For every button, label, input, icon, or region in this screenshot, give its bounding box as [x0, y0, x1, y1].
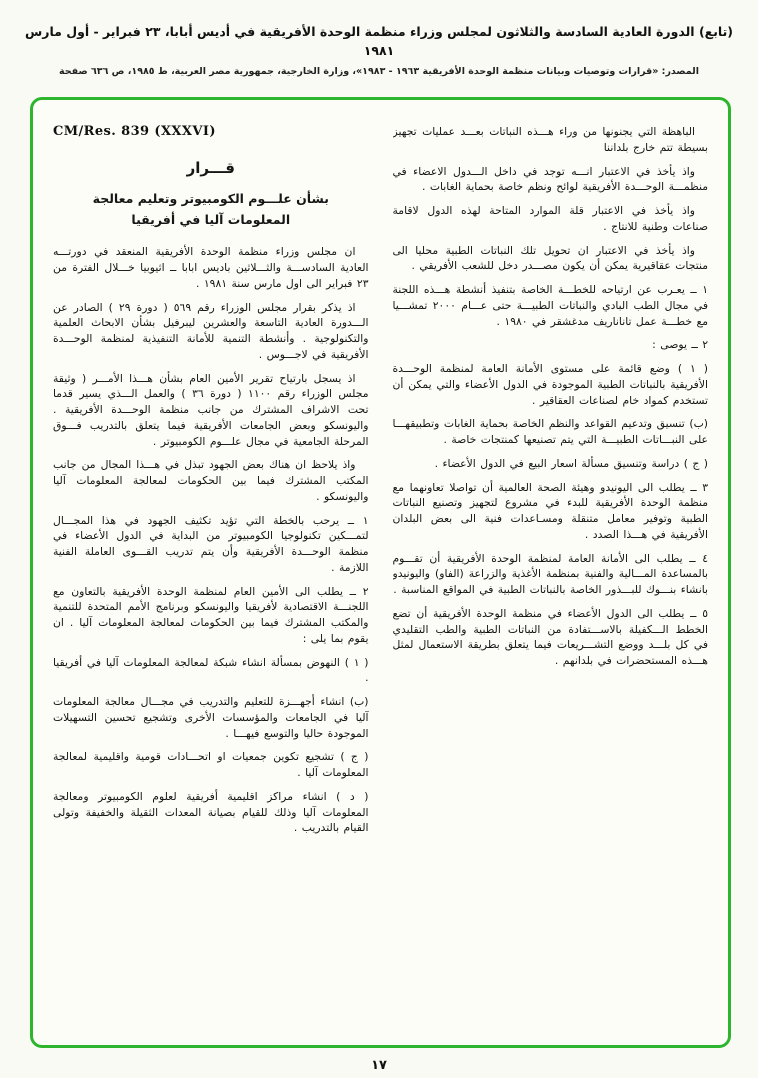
clause-paragraph: ١ ــ يرحب بالخطة التي تؤيد تكثيف الجهود في هذا المجـــال لتمـــكين تكنولوجيا الكومبيوتر من البداية في الدول الأعضاء في منظمة الوحـــدة الأفريقية وأن يتم تدريب القـــوى العاملة الفنية اللازمة . [53, 513, 369, 574]
body-paragraph: واذ يأخذ في الاعتبار قلة الموارد المتاحة لهذه الدول لاقامة صناعات وطنية للانتاج . [392, 204, 708, 233]
body-paragraph: اذ يذكر بقرار مجلس الوزراء رقم ٥٦٩ ( دورة ٢٩ ) الصادر عن الـــدورة العادية التاسعة والعشرين ليبرفيل بشأن الابحاث العلمية والتكنولوجية . وأنشطة التنمية للأمانة التنفيذية لمنظمة الوحـــدة الأفريقية في لاجـــوس . [53, 300, 369, 361]
right-column [393, 124, 709, 1031]
body-paragraph: واذ يأخذ في الاعتبار ان تحويل تلك النباتات الطبية محليا الى منتجات عقاقيرية يمكن أن يكون مصـــدر دخل للشعب الأفريقي . [392, 243, 708, 273]
resolution-subtitle-line2: المعلومات آليا في أفريقيا [131, 211, 291, 227]
page-header [14, 22, 744, 77]
resolution-title: قـــرار [186, 159, 235, 177]
sub-clause-paragraph: ( ١ ) النهوض بمسألة انشاء شبكة لمعالجة المعلومات آليا في أفريقيا . [53, 655, 369, 685]
body-paragraph: واذ يلاحظ ان هناك بعض الجهود تبذل في هـــذا المجال من جانب المكتب المشترك فيما بين الحكومات لمعالجة المعلومات آليا واليونسكو . [53, 458, 369, 503]
left-column [53, 124, 369, 1031]
clause-paragraph: ٤ ــ يطلب الى الأمانة العامة لمنظمة الوحدة الأفريقية أن تقـــوم بالمساعدة المـــالية والفنية بمنظمة الأغذية والزراعة (الفاو) واليونيدو بانشاء بنـــوك للبـــذور الخاصة بالنباتات الطبية في المواقع المناسبة . [392, 551, 708, 596]
clause-paragraph: ٣ ــ يطلب الى اليونيدو وهيئة الصحة العالمية أن تواصلا تعاونهما مع منظمة الوحدة الأفريقية للبدء في مشروع لتجهيز وتصنيع النباتات الطبية وتوفير معامل متنقلة ومسـاعدات فنية الى بعض البلدان الأفريقية في هـــذا الصدد . [392, 480, 708, 541]
clause-paragraph: ٢ ــ يطلب الى الأمين العام لمنظمة الوحدة الأفريقية بالتعاون مع اللجنـــة الاقتصادية لأفريقيا واليونسكو وبرنامج الأمم المتحدة للتنمية والمكتب المشترك فيما بين الحكومات لمعالجة المعلومات آليا . ان يقوم بما يلى : [53, 584, 369, 645]
sub-clause-paragraph: (ب) تنسيق وتدعيم القواعد والنظم الخاصة بحماية الغابات وتطبيقهـــا على النبـــاتات الطبيـــة التي يتم تصنيعها كمنتجات خاصة . [392, 417, 708, 446]
resolution-subtitle-line1: بشأن علـــوم الكومبيوتر وتعليم معالجة [92, 191, 329, 206]
resolution-code: CM/Res. 839 (XXXVI) [53, 124, 216, 139]
sub-clause-paragraph: (ب) انشاء أجهـــزة للتعليم والتدريب في مجـــال معالجة المعلومات آليا في الجامعات والمؤسسات الأخرى وتشجيع تحسين التسهيلات الموجودة حاليا والتوسع فيهـــا . [53, 695, 369, 740]
header-source-note: المصدر: «قرارات وتوصيات وبيانات منظمة الوحدة الأفريقية ١٩٦٣ - ١٩٨٣»، وزارة الخارجية، جمهورية مصر العربية، ط ١٩٨٥، ص ٦٣٦ صفحة [59, 65, 699, 77]
document-frame [30, 97, 731, 1048]
page-number: ١٧ [371, 1058, 387, 1073]
sub-clause-paragraph: ( ١ ) وضع قائمة على مستوى الأمانة العامة لمنظمة الوحـــدة الأفريقية بالنباتات الطبية الموجودة في الدول الأعضاء والتي يمكن أن تستخدم كمواد خام لصناعات العقاقير . [392, 362, 708, 407]
clause-paragraph: ٢ ــ يوصى : [652, 338, 708, 352]
sub-clause-paragraph: ( ج ) دراسة وتنسيق مسألة اسعار البيع في الدول الأعضاء . [434, 456, 708, 470]
sub-clause-paragraph: ( ج ) تشجيع تكوين جمعيات او اتحـــادات قومية واقليمية لمعالجة المعلومات آليا . [53, 750, 369, 779]
body-paragraph: واذ يأخذ في الاعتبار انـــه توجد في داخل الـــدول الاعضاء في منظمـــة الوحـــدة الأفريقية لوائح ونظم خاصة بحماية الغابات . [392, 164, 708, 194]
clause-paragraph: ١ ــ يعـرب عن ارتياحه للخطـــة الخاصة بتنفيذ أنشطة هـــذه اللجنة في مجال الطب البادي والنباتات الطبيـــة حتى عـــام ٢٠٠٠ تمشـــيا مع خطـــة عمل تاناناريف مدغشقر في ١٩٨٠ . [392, 283, 708, 328]
clause-paragraph: ٥ ــ يطلب الى الدول الأعضاء في منظمة الوحدة الأفريقية أن تضع الخطط الـــكفيلة بالاســـتفادة من النباتات الطبية والطب التقليدي في كل بلـــد ووضع التشـــريعات فيما يتعلق بطريقة الاستعمال لمثل هـــذه المستحضرات في بلدانهم . [392, 606, 708, 667]
sub-clause-paragraph: ( د ) انشاء مراكز اقليمية أفريقية لعلوم الكومبيوتر ومعالجة المعلومات آليا وذلك للقيام بصيانة المعدات الثقيلة والخفيفة وتولى القيام بالتدريب . [53, 789, 369, 835]
header-session-title: (تابع) الدورة العادية السادسة والثلاثون لمجلس وزراء منظمة الوحدة الأفريقية في أديس أبابا، ٢٣ فبراير - أول مارس ١٩٨١ [25, 24, 733, 59]
body-paragraph: ان مجلس وزراء منظمة الوحدة الأفريقية المنعقد في دورتـــه العادية السادســـة والثـــلاثين باديس ابابا ــ اثيوبيا خـــلال الفترة من ٢٣ فبراير الى اول مارس سنة ١٩٨١ . [53, 245, 369, 290]
body-paragraph: الباهظة التي يجنونها من وراء هـــذه النباتات بعـــد عمليات تجهيز بسيطة تتم خارج بلداننا [392, 125, 708, 154]
two-column-layout [53, 124, 708, 1031]
body-paragraph: اذ يسجل بارتياح تقرير الأمين العام بشأن هـــذا الأمـــر ( وثيقة مجلس الوزراء رقم ١١٠٠ ( دورة ٣٦ ) والعمل الـــذي يسير قدما تحت الاشراف المشترك من جانب منظمة الوحـــدة الأفريقية . واليونسكو وبعض الجامعات الأفريقية فيما يتعلق بالتدريب فـــوق المرحلة الجامعية في مجال علـــوم الكومبيوتر . [53, 371, 369, 448]
